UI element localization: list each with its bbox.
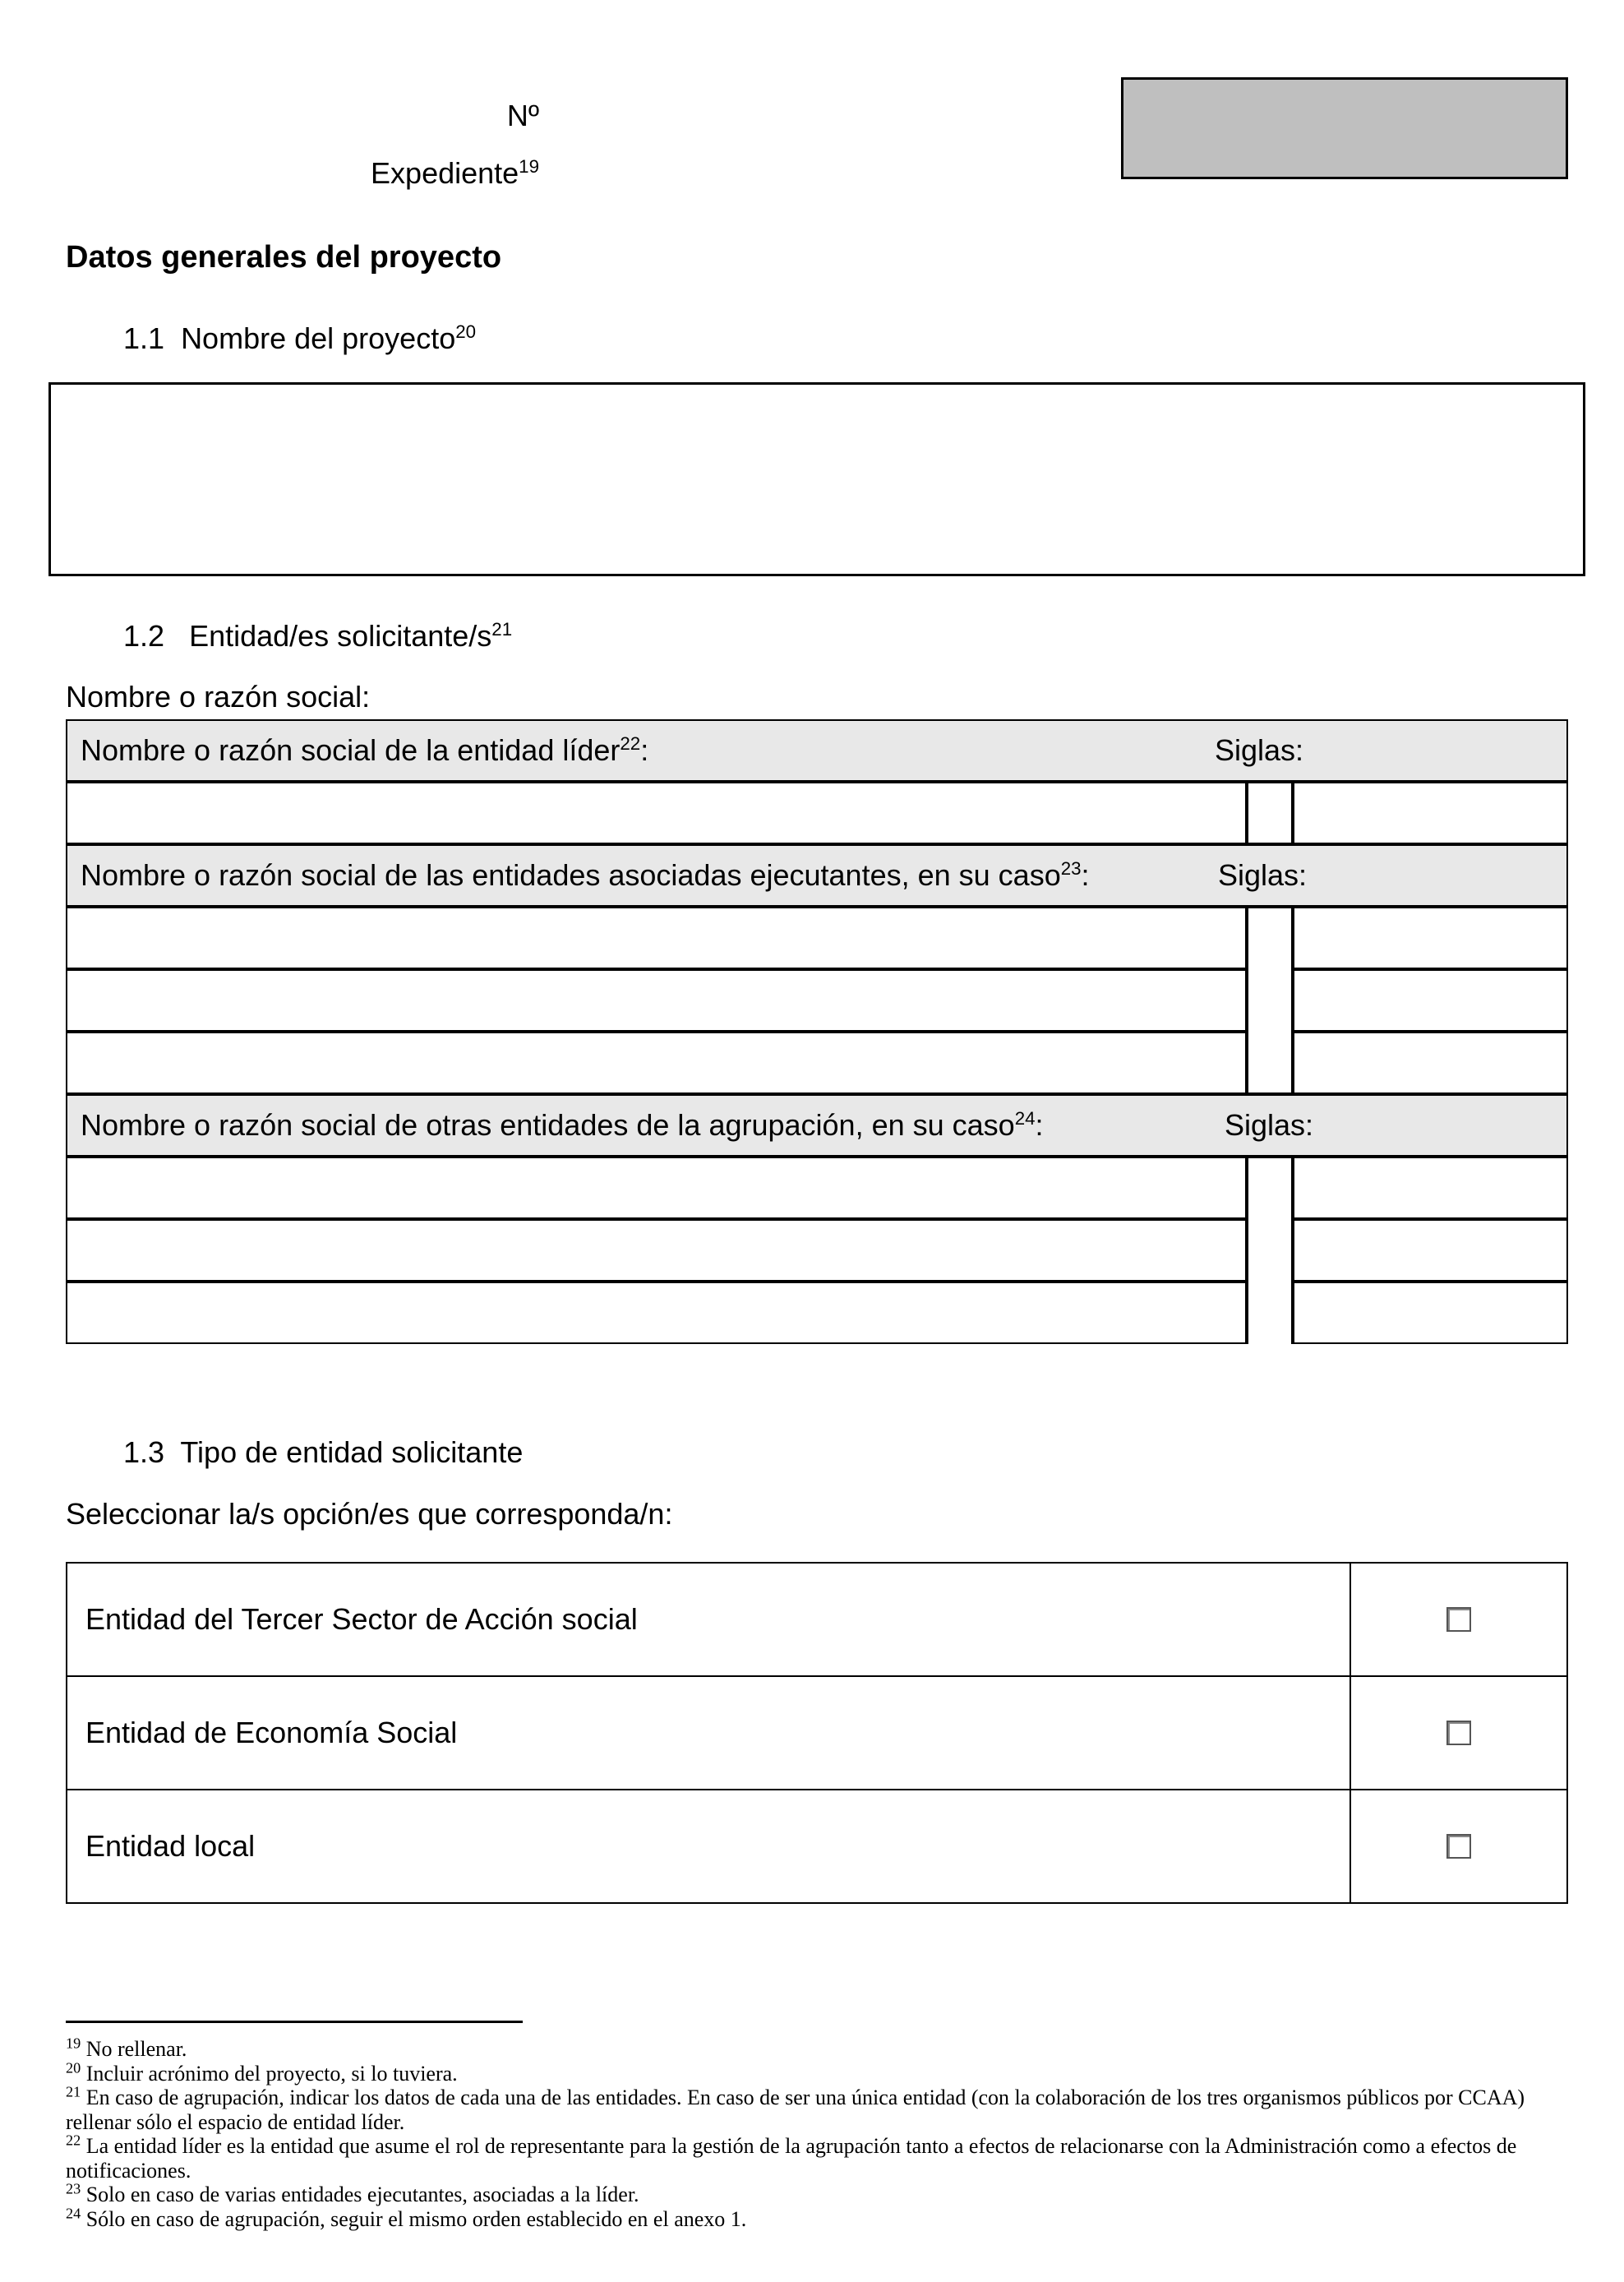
otra-siglas-field[interactable] (1293, 1219, 1568, 1282)
lider-siglas-label: Siglas: (1215, 733, 1304, 767)
asociadas-label-text: Nombre o razón social de las entidades asociadas ejecutantes, en su caso (81, 858, 1061, 892)
footnote-text: Incluir acrónimo del proyecto, si lo tuviera. (85, 2061, 458, 2086)
footnotes (66, 2037, 1570, 2231)
asociada-siglas-field[interactable] (1293, 969, 1568, 1032)
asociadas-siglas-label: Siglas: (1218, 858, 1308, 892)
footnote (66, 2134, 1570, 2183)
otras-header (66, 1094, 1568, 1157)
footnote-ref: 19 (519, 156, 539, 177)
asociada-siglas-field[interactable] (1293, 1032, 1568, 1094)
lider-label-text: Nombre o razón social de la entidad líder (81, 733, 621, 767)
asociadas-header (66, 844, 1568, 907)
entity-type-label: Entidad del Tercer Sector de Acción social (67, 1563, 1350, 1676)
expediente-text: Expediente (371, 156, 519, 190)
otra-name-field[interactable] (66, 1219, 1247, 1282)
footnote-number: 23 (66, 2180, 81, 2197)
otras-siglas-label: Siglas: (1225, 1108, 1314, 1142)
colon: : (1035, 1108, 1044, 1142)
heading-text: Tipo de entidad solicitante (180, 1435, 524, 1469)
otras-spacer (1247, 1157, 1293, 1344)
footnote-ref: 24 (1014, 1108, 1036, 1129)
footnote-separator (66, 2021, 523, 2023)
asociada-siglas-field[interactable] (1293, 907, 1568, 969)
table-row (67, 1563, 1567, 1676)
asociadas-spacer (1247, 907, 1293, 1094)
otra-siglas-field[interactable] (1293, 1157, 1568, 1219)
footnote (66, 2204, 1570, 2232)
lider-siglas-field[interactable] (1293, 782, 1568, 844)
footnote (66, 2083, 1570, 2134)
otra-name-field[interactable] (66, 1282, 1247, 1344)
footnote-text: La entidad líder es la entidad que asume el rol de representante para la gestión de la agrupación tanto a efectos de relacionarse con la Administración como a efectos de notificaciones. (66, 2134, 1517, 2183)
footnote-ref: 21 (491, 619, 513, 640)
footnote-text: No rellenar. (85, 2037, 187, 2061)
footnote-ref: 22 (620, 733, 641, 754)
footnote-text: Sólo en caso de agrupación, seguir el mismo orden establecido en el anexo 1. (85, 2206, 747, 2231)
footnote-number: 22 (66, 2132, 81, 2149)
expediente-field (1121, 77, 1568, 179)
footnote-text: Solo en caso de varias entidades ejecutantes, asociadas a la líder. (85, 2183, 639, 2206)
footnote-number: 20 (66, 2058, 81, 2076)
heading-number: 1.3 (123, 1435, 165, 1469)
lider-header (66, 719, 1568, 782)
lider-name-field[interactable] (66, 782, 1247, 844)
footnote (66, 2180, 1570, 2207)
otra-siglas-field[interactable] (1293, 1282, 1568, 1344)
heading-number: 1.2 (123, 619, 165, 653)
entity-type-label: Entidad de Economía Social (67, 1676, 1350, 1790)
footnote-ref: 23 (1060, 858, 1082, 879)
colon: : (1081, 858, 1090, 892)
heading-1-2 (123, 618, 512, 654)
entity-type-label: Entidad local (67, 1790, 1350, 1903)
otras-label-text: Nombre o razón social de otras entidades de la agrupación, en su caso (81, 1108, 1015, 1142)
footnote-number: 19 (66, 2035, 81, 2052)
instruction-text: Seleccionar la/s opción/es que corresponda/n: (66, 1497, 673, 1531)
checkbox-cell (1350, 1790, 1567, 1903)
colon: : (640, 733, 649, 767)
asociada-name-field[interactable] (66, 969, 1247, 1032)
nombre-razon-label: Nombre o razón social: (66, 680, 371, 714)
otras-label (81, 1108, 1044, 1143)
heading-1-1 (123, 321, 476, 356)
project-name-field[interactable] (48, 382, 1585, 576)
economia-social-checkbox[interactable] (1446, 1721, 1471, 1745)
lider-spacer (1247, 782, 1293, 844)
asociada-name-field[interactable] (66, 907, 1247, 969)
section-title: Datos generales del proyecto (66, 240, 502, 275)
lider-label (81, 733, 648, 768)
expediente-label (371, 87, 539, 202)
footnote (66, 2058, 1570, 2086)
footnote-number: 24 (66, 2204, 81, 2221)
asociada-name-field[interactable] (66, 1032, 1247, 1094)
otra-name-field[interactable] (66, 1157, 1247, 1219)
checkbox-cell (1350, 1676, 1567, 1790)
footnote-number: 21 (66, 2083, 81, 2100)
expediente-line2 (371, 145, 539, 202)
table-row (67, 1676, 1567, 1790)
entidad-local-checkbox[interactable] (1446, 1834, 1471, 1859)
heading-text: Nombre del proyecto (181, 321, 456, 355)
entity-type-table (66, 1562, 1568, 1904)
tercer-sector-checkbox[interactable] (1446, 1607, 1471, 1632)
heading-number: 1.1 (123, 321, 165, 355)
heading-1-3 (123, 1434, 523, 1470)
checkbox-cell (1350, 1563, 1567, 1676)
footnote-ref: 20 (455, 321, 477, 342)
asociadas-label (81, 858, 1090, 893)
footnote-text: En caso de agrupación, indicar los datos de cada una de las entidades. En caso de ser una única entidad (con la colaboración de los tres organismos públicos por CCAA) rellenar sólo el espacio de entidad líder. (66, 2086, 1525, 2134)
heading-text: Entidad/es solicitante/s (189, 619, 492, 653)
table-row (67, 1790, 1567, 1903)
expediente-line1: Nº (506, 99, 539, 132)
footnote (66, 2037, 1570, 2062)
